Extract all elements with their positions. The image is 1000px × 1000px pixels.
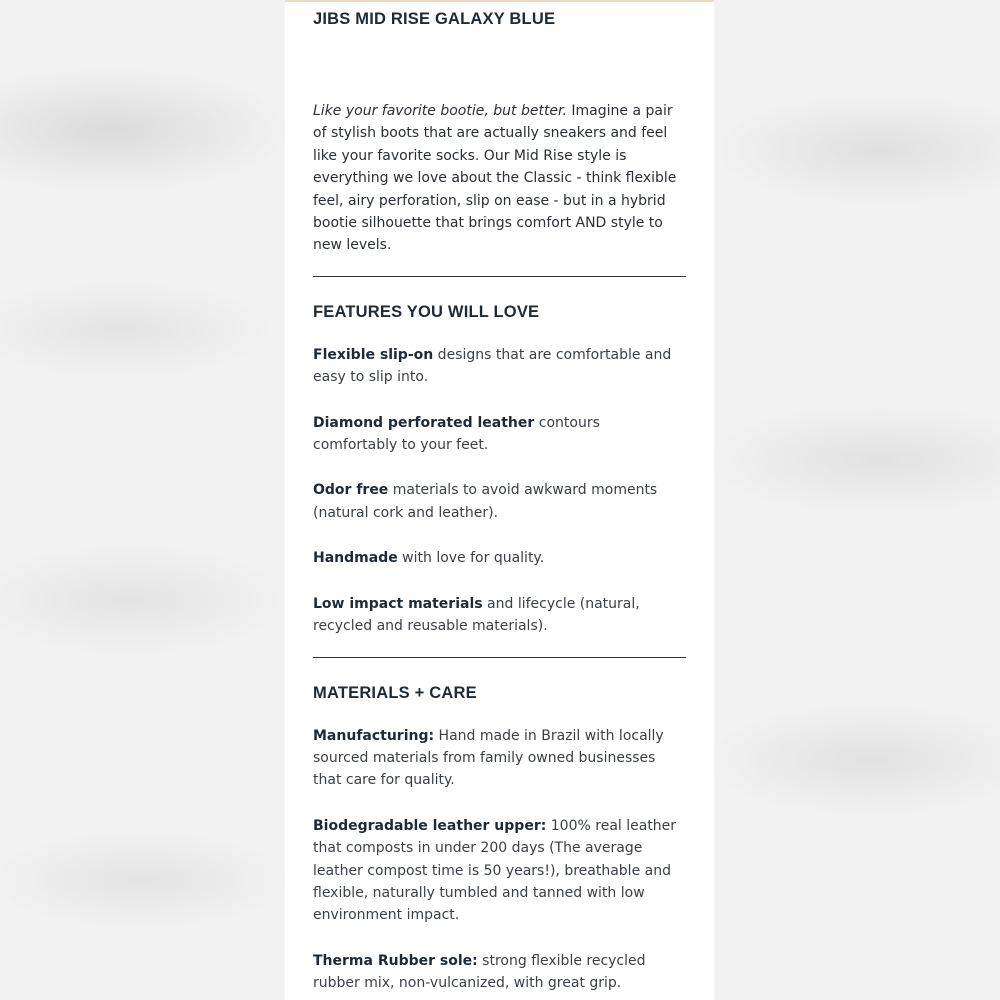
material-item-text: strong flexible recycled rubber mix, non-vulcanized, with great grip. xyxy=(313,952,646,992)
feature-item-title: Odor free xyxy=(313,482,389,499)
features-heading: FEATURES YOU WILL LOVE xyxy=(313,302,540,321)
material-item xyxy=(313,725,686,792)
feature-item-title: Diamond perforated leather xyxy=(313,414,535,431)
feature-item-text: with love for quality. xyxy=(397,550,545,567)
section-divider xyxy=(313,276,686,277)
feature-item-title: Low impact materials xyxy=(313,595,483,612)
blank-spacer xyxy=(313,30,686,100)
material-item-text: 100% real leather that composts in under 200 days (The average leather compost time is 50 years!), breathable and flexible, naturally tumbled and tanned with low environment impact. xyxy=(313,817,677,924)
product-description xyxy=(313,100,686,257)
feature-item xyxy=(313,479,686,524)
description-italic: Like your favorite bootie, but better. xyxy=(313,103,567,119)
section-divider xyxy=(313,657,686,658)
product-description-panel xyxy=(285,0,714,1000)
material-item-title: Manufacturing: xyxy=(313,727,435,744)
feature-item xyxy=(313,344,686,389)
feature-item-text: contours comfortably to your feet. xyxy=(313,414,600,454)
product-title: JIBS MID RISE GALAXY BLUE xyxy=(313,10,556,28)
materials-heading: MATERIALS + CARE xyxy=(313,683,477,702)
material-item xyxy=(313,950,686,995)
description-text: Imagine a pair of stylish boots that are actually sneakers and feel like your favorite socks. Our Mid Rise style is everything we love about the Classic - think flexible feel, airy perforation, slip on ease - but in a hybrid bootie silhouette that brings comfort AND style to new levels. xyxy=(313,103,677,254)
material-item xyxy=(313,815,686,927)
feature-item-title: Handmade xyxy=(313,550,398,567)
feature-item-title: Flexible slip-on xyxy=(313,346,434,363)
feature-item xyxy=(313,547,686,569)
material-item-title: Therma Rubber sole: xyxy=(313,952,478,969)
feature-item xyxy=(313,412,686,457)
feature-item-text: and lifecycle (natural, recycled and reusable materials). xyxy=(313,595,640,635)
feature-item-text: materials to avoid awkward moments (natural cork and leather). xyxy=(313,482,658,521)
material-item-title: Biodegradable leather upper: xyxy=(313,817,547,834)
feature-item xyxy=(313,593,686,638)
material-item-text: Hand made in Brazil with locally sourced materials from family owned businesses that care for quality. xyxy=(313,727,664,789)
feature-item-text: designs that are comfortable and easy to slip into. xyxy=(313,346,672,386)
